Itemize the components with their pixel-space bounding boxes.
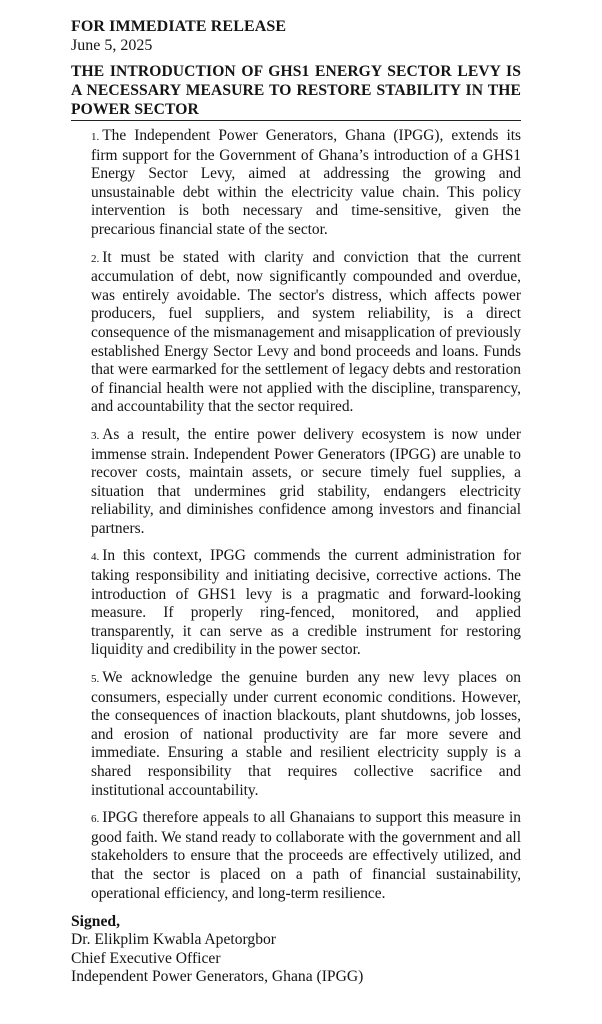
paragraph-4 bbox=[91, 547, 521, 660]
signatory-name: Dr. Elikplim Kwabla Apetorgbor bbox=[71, 931, 277, 949]
paragraph-text: As a result, the entire power delivery ecosystem is now under immense strain. Independent Power Generators (IPGG) are unable to recover costs, maintain assets, or secure timely fuel supplies, a situation that undermines grid stability, endangers electricity reliability, and diminishes confidence among investors and financial partners. bbox=[91, 425, 521, 537]
numbered-paragraphs bbox=[71, 127, 521, 903]
paragraph-3 bbox=[91, 426, 521, 539]
signatory-organization: Independent Power Generators, Ghana (IPGG) bbox=[71, 967, 364, 985]
paragraph-1 bbox=[91, 127, 521, 240]
paragraph-text: We acknowledge the genuine burden any new levy places on consumers, especially under current economic conditions. However, the consequences of inaction blackouts, plant shutdowns, job losses, and erosion of national productivity are far more severe and immediate. Ensuring a stable and resilient electricity supply is a shared responsibility that requires collective sacrifice and institutional accountability. bbox=[91, 669, 521, 799]
paragraph-text: IPGG therefore appeals to all Ghanaians to support this measure in good faith. We stand ready to collaborate with the government and all stakeholders to ensure that the proceeds are effectively utilized, and that the sector is placed on a path of financial sustainability, operational efficiency, and long-term resilience. bbox=[91, 809, 521, 902]
paragraph-number: 2. bbox=[91, 252, 100, 265]
paragraph-5 bbox=[91, 669, 521, 800]
paragraph-number: 1. bbox=[91, 131, 100, 143]
signed-label: Signed, bbox=[71, 913, 120, 931]
release-label: FOR IMMEDIATE RELEASE bbox=[71, 18, 287, 35]
paragraph-number: 4. bbox=[91, 551, 100, 564]
paragraph-text: The Independent Power Generators, Ghana (IPGG), extends its firm support for the Government of Ghana’s introduction of a GHS1 Energy Sector Levy, aimed at addressing the growing and unsustainable debt within the electricity value chain. This policy intervention is both necessary and time-sensitive, given the precarious financial state of the sector. bbox=[91, 127, 521, 238]
press-release-document bbox=[71, 17, 521, 986]
signatory-title: Chief Executive Officer bbox=[71, 949, 221, 967]
paragraph-number: 5. bbox=[91, 673, 100, 686]
paragraph-text: It must be stated with clarity and conviction that the current accumulation of debt, now significantly compounded and overdue, was entirely avoidable. The sector's distress, which affects power producers, fuel suppliers, and system reliability, is a direct consequence of the mismanagement and misapplication of previously established Energy Sector Levy and bond proceeds and loans. Funds that were earmarked for the settlement of legacy debts and restoration of financial health were not applied with the discipline, transparency, and accountability that the sector required. bbox=[91, 248, 521, 416]
signature-block bbox=[71, 913, 521, 986]
paragraph-6 bbox=[91, 809, 521, 903]
paragraph-2 bbox=[91, 249, 521, 417]
paragraph-number: 6. bbox=[91, 813, 100, 826]
paragraph-number: 3. bbox=[91, 429, 100, 442]
release-date: June 5, 2025 bbox=[71, 37, 153, 54]
headline: THE INTRODUCTION OF GHS1 ENERGY SECTOR LEVY IS A NECESSARY MEASURE TO RESTORE STABILITY IN THE POWER SECTOR bbox=[71, 62, 521, 121]
paragraph-text: In this context, IPGG commends the current administration for taking responsibility and initiating decisive, corrective actions. The introduction of GHS1 levy is a pragmatic and forward-looking measure. If properly ring-fenced, monitored, and applied transparently, it can serve as a credible instrument for restoring liquidity and credibility in the power sector. bbox=[91, 547, 521, 659]
